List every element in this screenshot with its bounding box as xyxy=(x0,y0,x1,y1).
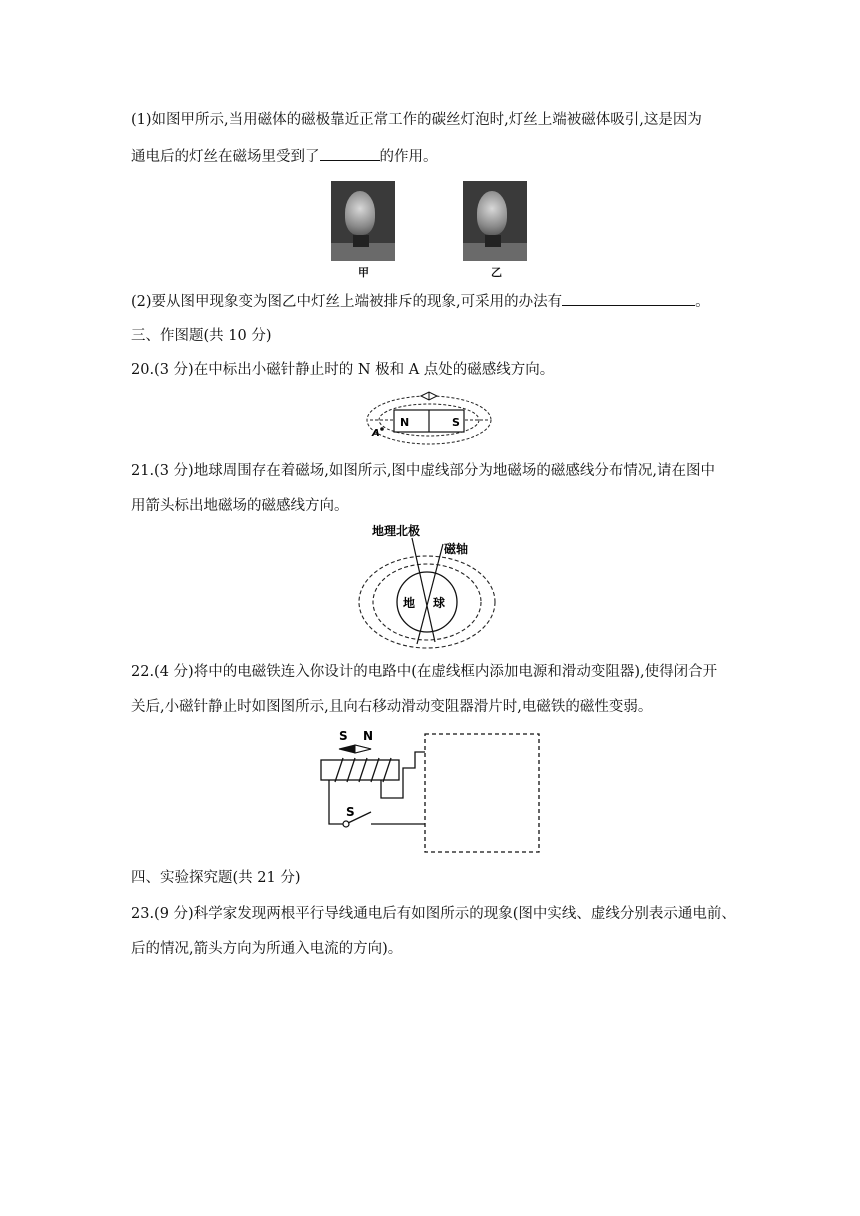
wire-left xyxy=(329,780,343,824)
electromagnet-circuit-figure xyxy=(315,724,545,856)
geo-north-label: 地理北极 xyxy=(372,524,421,538)
q19-1-line1: (1)如图甲所示,当用磁体的磁极靠近正常工作的碳丝灯泡时,灯丝上端被磁体吸引,这是因为 xyxy=(131,112,702,128)
q19-1-text-after: 的作用。 xyxy=(379,149,438,165)
bulb-label-b: 乙 xyxy=(491,266,502,279)
q23-line1: 23.(9 分)科学家发现两根平行导线通电后有如图所示的现象(图中实线、虚线分别表示通电前、 xyxy=(131,906,736,922)
magnet-n-label: N xyxy=(400,416,410,429)
bar-magnet-figure xyxy=(360,388,500,448)
q19-2-text-after: 。 xyxy=(695,294,710,310)
earth-magnetic-field-figure xyxy=(355,520,505,652)
bulb-photo-b xyxy=(463,181,527,261)
bulb-label-a: 甲 xyxy=(358,266,369,279)
earth-label-a: 地 xyxy=(403,596,416,610)
answer-blank-2[interactable] xyxy=(562,291,695,306)
section-4-heading: 四、实验探究题(共 21 分) xyxy=(131,870,301,886)
q20-text: 20.(3 分)在中标出小磁针静止时的 N 极和 A 点处的磁感线方向。 xyxy=(131,362,555,378)
dashed-design-box[interactable] xyxy=(425,734,539,852)
switch-label: S xyxy=(346,805,355,819)
point-a-dot xyxy=(380,427,384,431)
needle-n-label: N xyxy=(363,729,374,743)
q19-2-text-before: (2)要从图甲现象变为图乙中灯丝上端被排斥的现象,可采用的办法有 xyxy=(131,294,563,310)
section-3-heading: 三、作图题(共 10 分) xyxy=(131,328,272,344)
q21-line1: 21.(3 分)地球周围存在着磁场,如图所示,图中虚线部分为地磁场的磁感线分布情况,请在图中 xyxy=(131,463,716,479)
q23-line2: 后的情况,箭头方向为所通入电流的方向)。 xyxy=(131,941,403,957)
q19-2-line xyxy=(131,291,710,312)
q19-1-text-before: 通电后的灯丝在磁场里受到了 xyxy=(131,149,320,165)
bulb-photo-a xyxy=(331,181,395,261)
magnet-s-label: S xyxy=(452,416,460,429)
needle-s-label: S xyxy=(339,729,348,743)
mag-axis-label: 磁轴 xyxy=(444,542,469,556)
switch-contact xyxy=(343,821,349,827)
answer-blank-1[interactable] xyxy=(320,146,380,161)
q21-line2: 用箭头标出地磁场的磁感线方向。 xyxy=(131,498,349,514)
q22-line2: 关后,小磁针静止时如图图所示,且向右移动滑动变阻器滑片时,电磁铁的磁性变弱。 xyxy=(131,699,653,715)
earth-label-b: 球 xyxy=(433,596,446,610)
q22-line1: 22.(4 分)将中的电磁铁连入你设计的电路中(在虚线框内添加电源和滑动变阻器),使得闭合开 xyxy=(131,664,718,680)
q19-1-line2 xyxy=(131,146,438,167)
point-a-label: A xyxy=(372,428,380,439)
